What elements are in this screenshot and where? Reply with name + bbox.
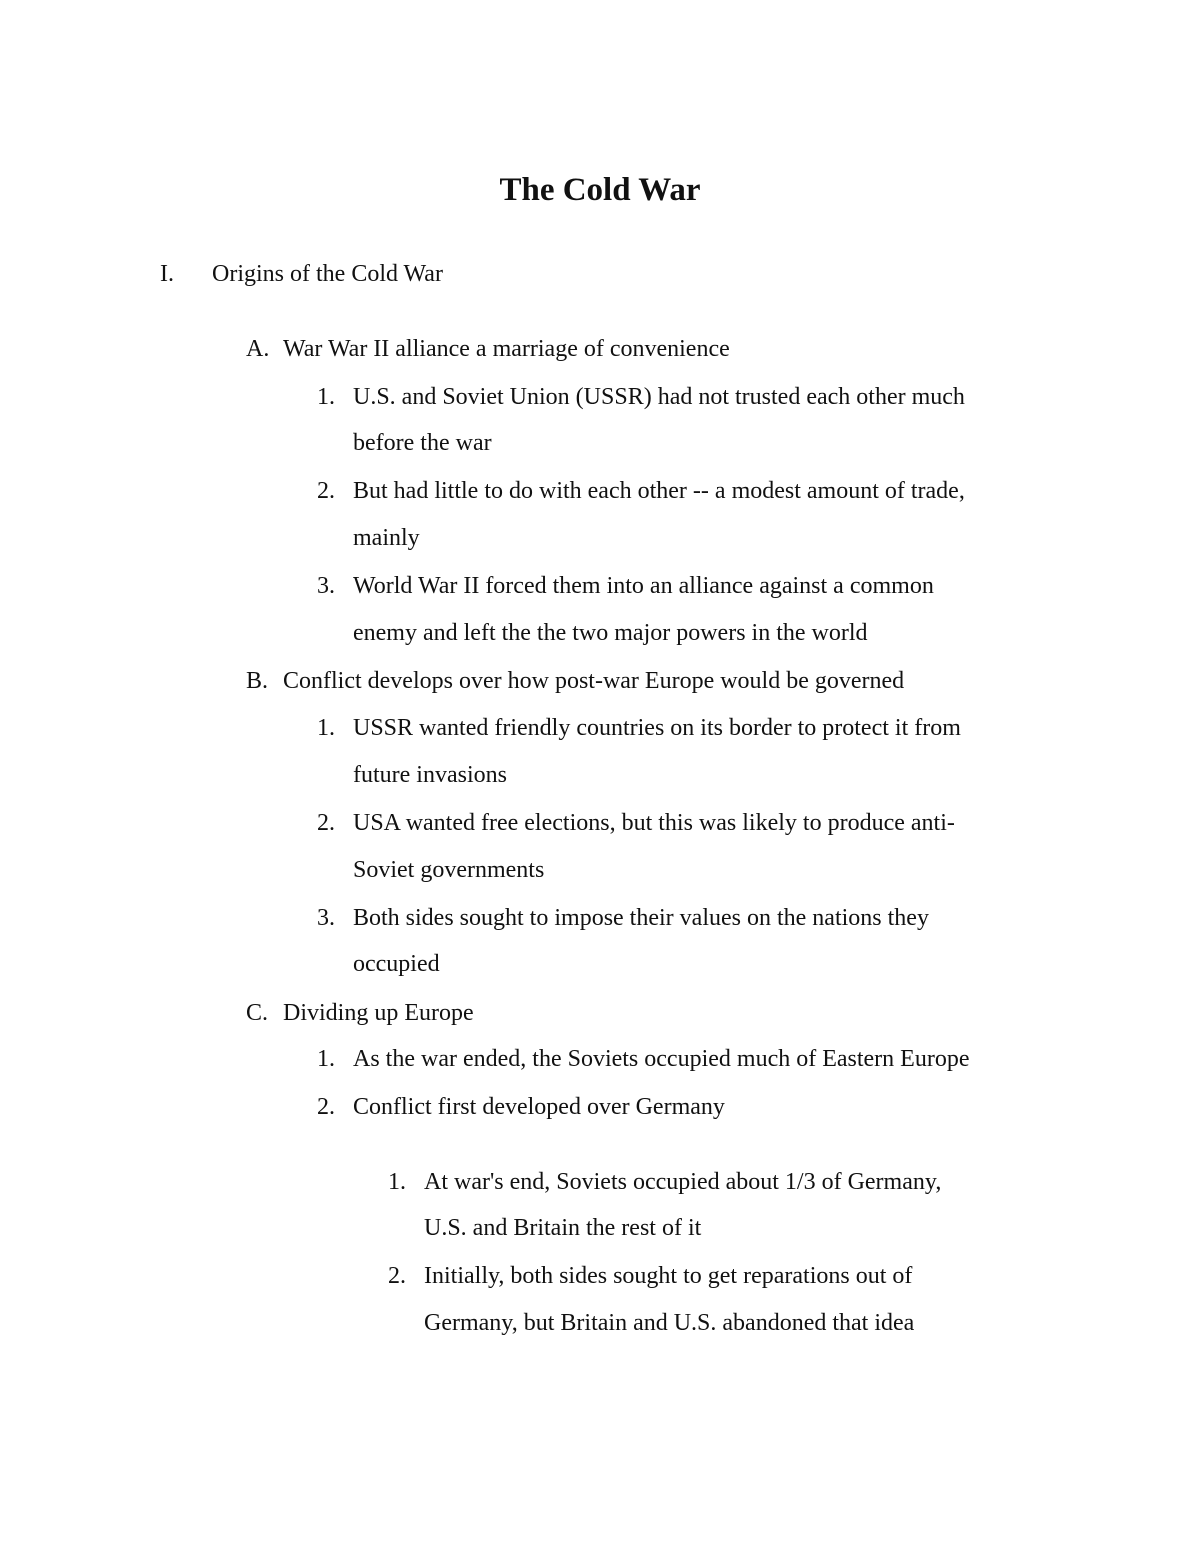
list-item-text: But had little to do with each other -- a modest amount of trade, [353,478,965,504]
list-item-marker: 2. [317,1094,335,1120]
list-item-text-continued: before the war [353,430,492,456]
list-item-text: Both sides sought to impose their values on the nations they [353,905,929,931]
nested-list-item-marker: 2. [388,1263,406,1289]
list-item-text: USSR wanted friendly countries on its border to protect it from [353,715,961,741]
subsection-heading: Dividing up Europe [283,1000,474,1026]
nested-list-item-text: Initially, both sides sought to get reparations out of [424,1263,913,1289]
subsection-marker: A. [246,336,270,362]
list-item-text: U.S. and Soviet Union (USSR) had not trusted each other much [353,384,965,410]
subsection-heading: War War II alliance a marriage of convenience [283,336,730,362]
list-item-text: As the war ended, the Soviets occupied much of Eastern Europe [353,1046,970,1072]
nested-list-item-text-continued: Germany, but Britain and U.S. abandoned that idea [424,1310,915,1336]
list-item-marker: 2. [317,810,335,836]
subsection-heading: Conflict develops over how post-war Europe would be governed [283,668,905,694]
nested-list-item-marker: 1. [388,1169,406,1195]
list-item-marker: 1. [317,715,335,741]
list-item-text: Conflict first developed over Germany [353,1094,725,1120]
nested-list-item-text-continued: U.S. and Britain the rest of it [424,1215,702,1241]
list-item-text-continued: mainly [353,525,420,551]
list-item-text-continued: enemy and left the the two major powers in the world [353,620,868,646]
list-item-text-continued: future invasions [353,762,507,788]
list-item-text: World War II forced them into an alliance against a common [353,573,934,599]
section-marker: I. [160,261,174,287]
section-heading: Origins of the Cold War [212,261,443,287]
document-title: The Cold War [499,172,701,208]
list-item-text-continued: occupied [353,951,440,977]
list-item-text: USA wanted free elections, but this was likely to produce anti- [353,810,955,836]
list-item-text-continued: Soviet governments [353,857,545,883]
nested-list-item-text: At war's end, Soviets occupied about 1/3 of Germany, [424,1169,942,1195]
list-item-marker: 2. [317,478,335,504]
subsection-marker: B. [246,668,269,694]
list-item-marker: 1. [317,1046,335,1072]
subsection-marker: C. [246,1000,269,1026]
list-item-marker: 1. [317,384,335,410]
list-item-marker: 3. [317,573,335,599]
list-item-marker: 3. [317,905,335,931]
